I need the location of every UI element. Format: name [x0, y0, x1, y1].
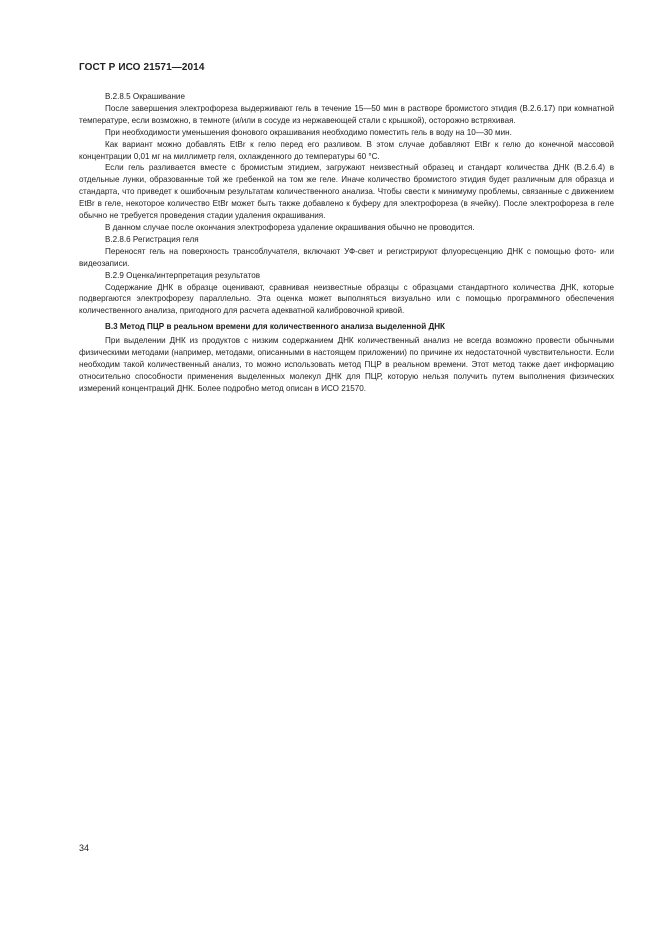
page-number: 34: [79, 843, 90, 853]
body-text: [79, 91, 614, 395]
paragraph: При выделении ДНК из продуктов с низким содержанием ДНК количественный анализ не всегда возможно провести обычными физическими методами (например, методами, описанными в настоящем приложении) по причине их недостаточной чувствительности. Если необходим такой количественный анализ, то можно использовать метод ПЦР в реальном времени. Этот метод также дает информацию относительно способности применения выделенных молекул ДНК для ПЦР, которую нельзя получить путем выполнения физических измерений концентраций ДНК. Более подробно метод описан в ИСО 21570.: [79, 336, 614, 393]
paragraph: Как вариант можно добавлять EtBr к гелю перед его разливом. В этом случае добавляют EtBr к гелю до конечной массовой концентрации 0,01 мг на миллиметр геля, охлажденного до температуры 60 °С.: [79, 139, 614, 161]
paragraph: В данном случае после окончания электрофореза удаление окрашивания обычно не проводится.: [105, 222, 475, 232]
section-heading: В.3 Метод ПЦР в реальном времени для количественного анализа выделенной ДНК: [105, 322, 445, 332]
paragraph: Содержание ДНК в образце оценивают, сравнивая неизвестные образцы с образцами стандартного количества ДНК, которые подвергаются электрофорезу параллельно. Эта оценка может выполняться визуально или с помощью программного обеспечения количественного анализа, пригодного для расчета адекватной калибровочной кривой.: [79, 282, 614, 316]
paragraph: Если гель разливается вместе с бромистым этидием, загружают неизвестный образец и стандарт количества ДНК (В.2.6.4) в отдельные лунки, образованные той же гребенкой на том же геле. Иначе количество бромистого этидия будет различным для образца и стандарта, что приведет к ошибочным результатам количественного анализа. Чтобы свести к минимуму проблемы, связанные с движением EtBr в геле, некоторое количество EtBr может быть также добавлено к буферу для электрофореза (в ячейку). После электрофореза в геле обычно не требуется проведения стадии удаления окрашивания.: [79, 163, 614, 221]
paragraph: После завершения электрофореза выдерживают гель в течение 15—50 мин в растворе бромистого этидия (В.2.6.17) при комнатной температуре, если возможно, в темноте (и/или в сосуде из нержавеющей стали с крышкой), осторожно встряхивая.: [79, 103, 614, 125]
subsection-heading: В.2.9 Оценка/интерпретация результатов: [105, 270, 261, 280]
subsection-heading: В.2.8.5 Окрашивание: [105, 92, 185, 101]
subsection-heading: В.2.8.6 Регистрация геля: [105, 234, 199, 244]
page-header: ГОСТ Р ИСО 21571—2014: [79, 62, 205, 73]
paragraph: При необходимости уменьшения фонового окрашивания необходимо поместить гель в воду на 10—30 мин.: [105, 127, 512, 137]
paragraph: Переносят гель на поверхность трансоблучателя, включают УФ-свет и регистрируют флуоресценцию ДНК с помощью фото- или видеозаписи.: [79, 246, 614, 268]
